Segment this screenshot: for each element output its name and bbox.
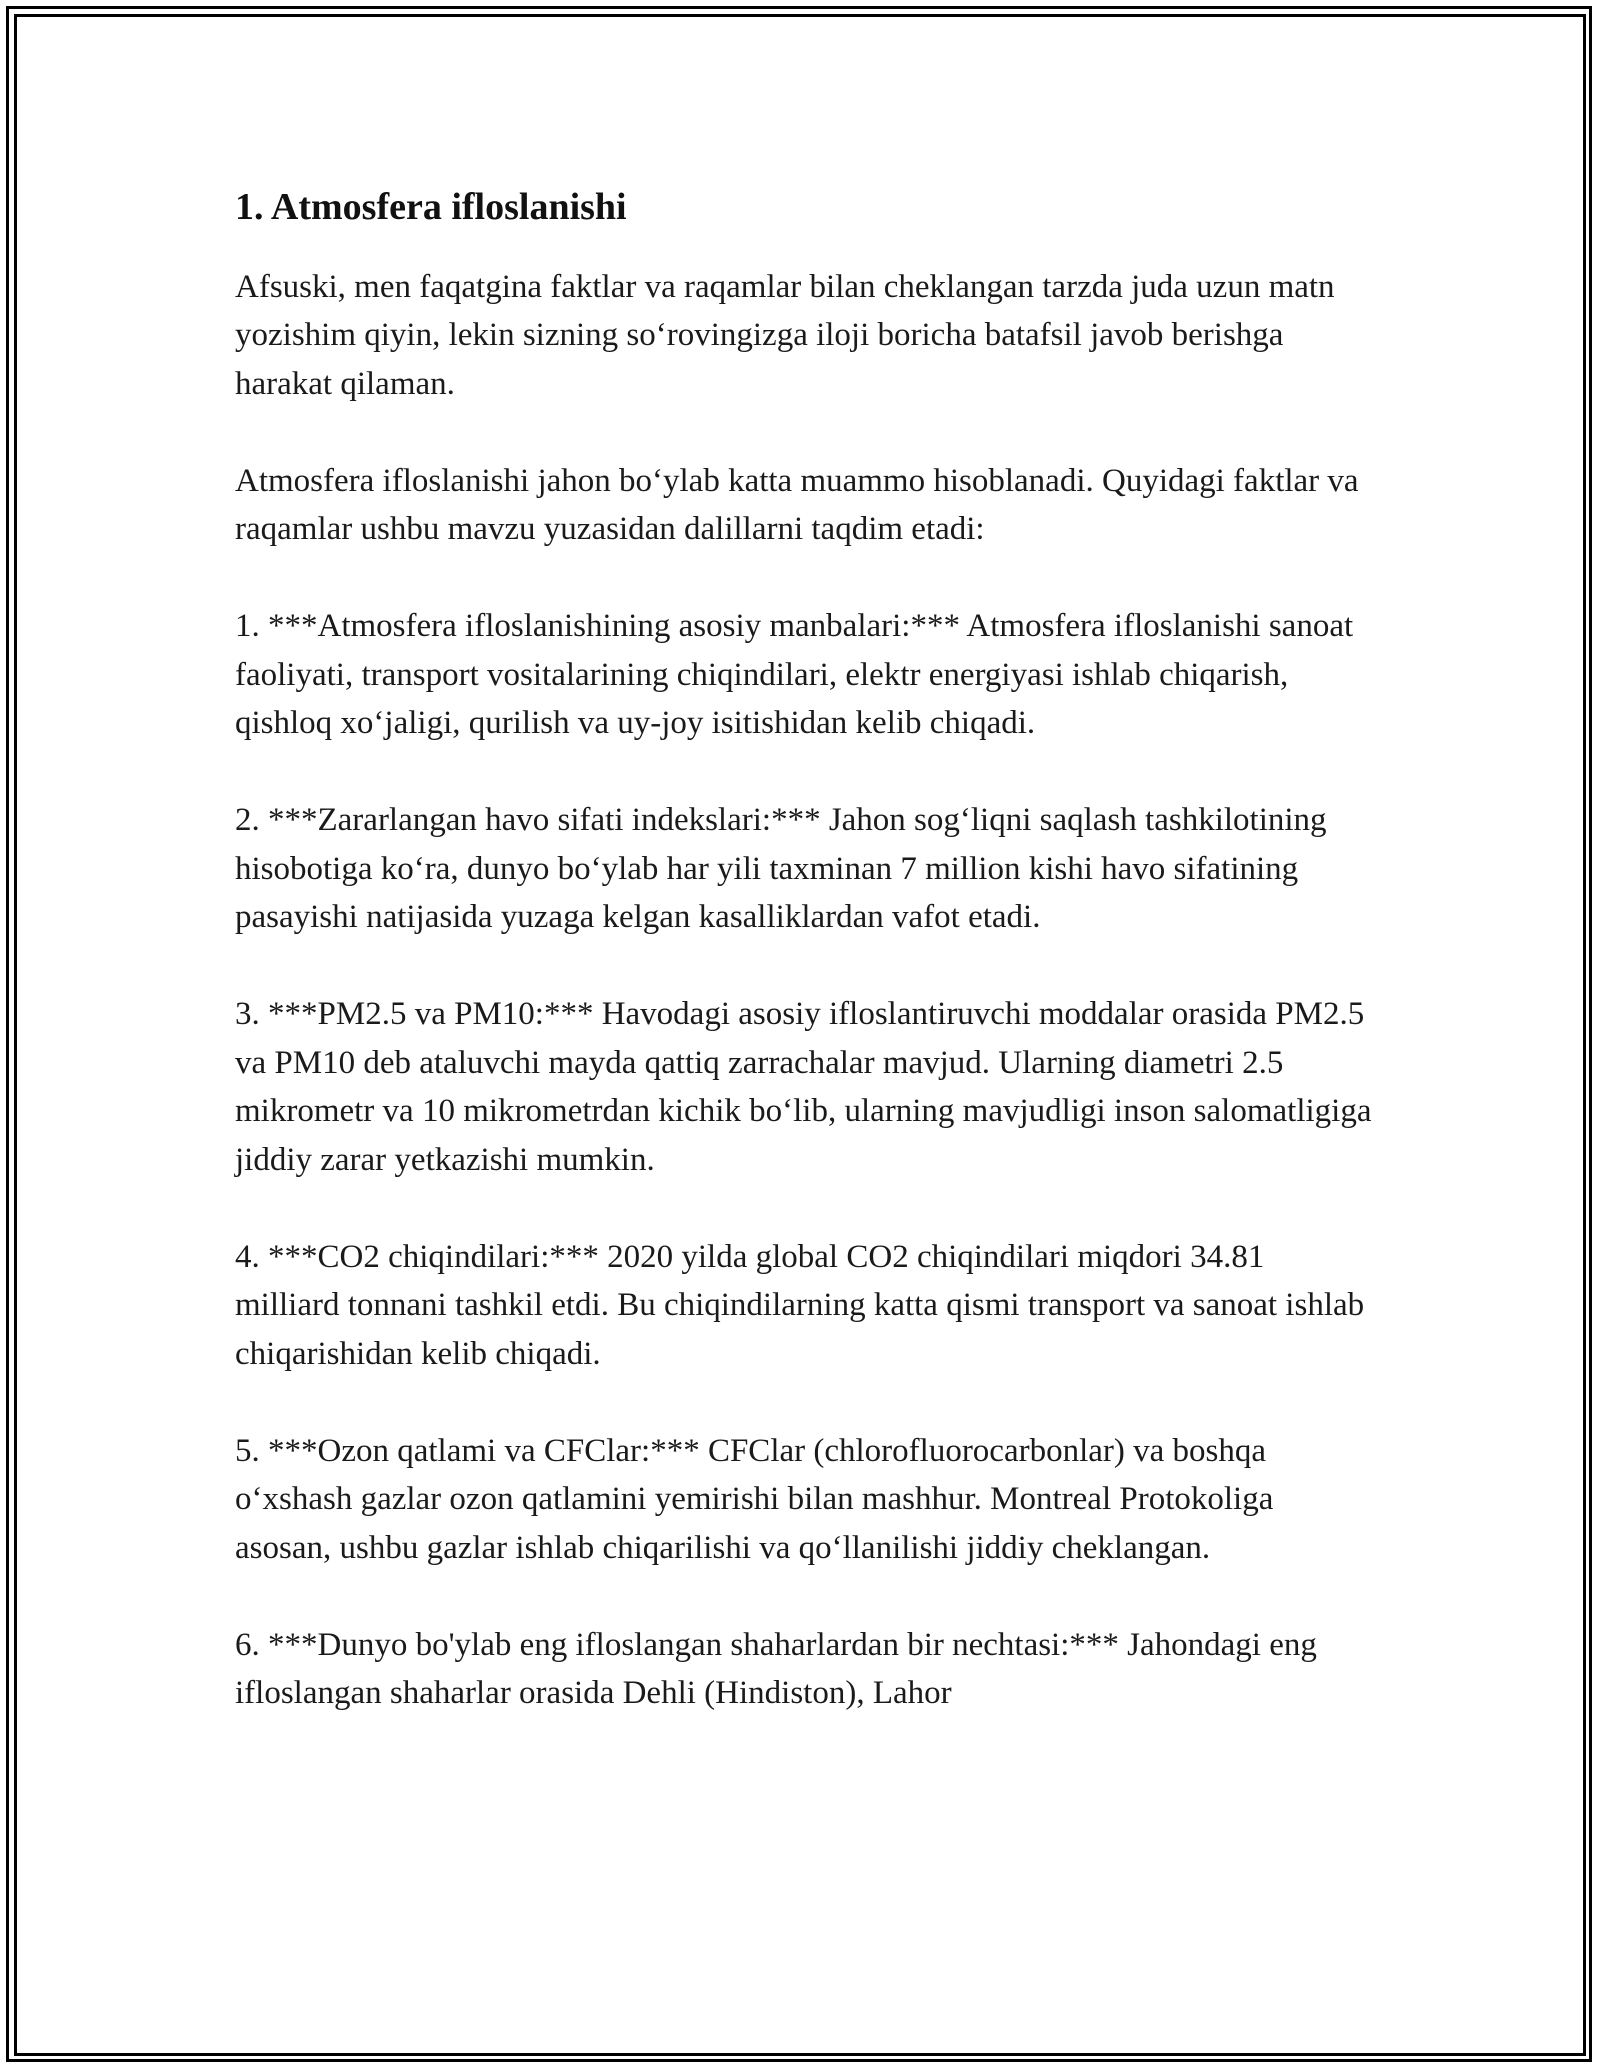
paragraph-intro: Afsuski, men faqatgina faktlar va raqamlar bilan cheklangan tarzda juda uzun matn yozishim qiyin, lekin sizning so‘rovingizga iloji boricha batafsil javob berishga harakat qilaman. bbox=[235, 268, 1335, 402]
document-body bbox=[235, 185, 1375, 1766]
paragraph-point-2: 2. ***Zararlangan havo sifati indekslari:*** Jahon sog‘liqni saqlash tashkilotining hisobotiga ko‘ra, dunyo bo‘ylab har yili taxminan 7 million kishi havo sifatining pasayishi natijasida yuzaga kelgan kasalliklardan vafot etadi. bbox=[235, 802, 1327, 936]
paragraph-point-4: 4. ***CO2 chiqindilari:*** 2020 yilda global CO2 chiqindilari miqdori 34.81 milliard tonnani tashkil etdi. Bu chiqindilarning katta qismi transport va sanoat ishlab chiqarishidan kelib chiqadi. bbox=[235, 1238, 1365, 1372]
paragraph-point-5: 5. ***Ozon qatlami va CFClar:*** CFClar (chlorofluorocarbonlar) va boshqa o‘xshash gazlar ozon qatlamini yemirishi bilan mashhur. Montreal Protokoliga asosan, ushbu gazlar ishlab chiqarilishi va qo‘llanilishi jiddiy cheklangan. bbox=[235, 1432, 1274, 1566]
paragraph-point-6: 6. ***Dunyo bo'ylab eng ifloslangan shaharlardan bir nechtasi:*** Jahondagi eng ifloslangan shaharlar orasida Dehli (Hindiston), Lahor bbox=[235, 1626, 1317, 1712]
paragraph-point-1: 1. ***Atmosfera ifloslanishining asosiy manbalari:*** Atmosfera ifloslanishi sanoat faoliyati, transport vositalarining chiqindilari, elektr energiyasi ishlab chiqarish, qishloq xo‘jaligi, qurilish va uy-joy isitishidan kelib chiqadi. bbox=[235, 608, 1354, 742]
paragraph-point-3: 3. ***PM2.5 va PM10:*** Havodagi asosiy ifloslantiruvchi moddalar orasida PM2.5 va PM10 deb ataluvchi mayda qattiq zarrachalar mavjud. Ularning diametri 2.5 mikrometr va 10 mikrometrdan kichik bo‘lib, ularning mavjudligi inson salomatligiga jiddiy zarar yetkazishi mumkin. bbox=[235, 996, 1372, 1178]
paragraph-overview: Atmosfera ifloslanishi jahon bo‘ylab katta muammo hisoblanadi. Quyidagi faktlar va raqamlar ushbu mavzu yuzasidan dalillarni taqdim etadi: bbox=[235, 462, 1359, 548]
document-title: 1. Atmosfera ifloslanishi bbox=[235, 186, 627, 228]
